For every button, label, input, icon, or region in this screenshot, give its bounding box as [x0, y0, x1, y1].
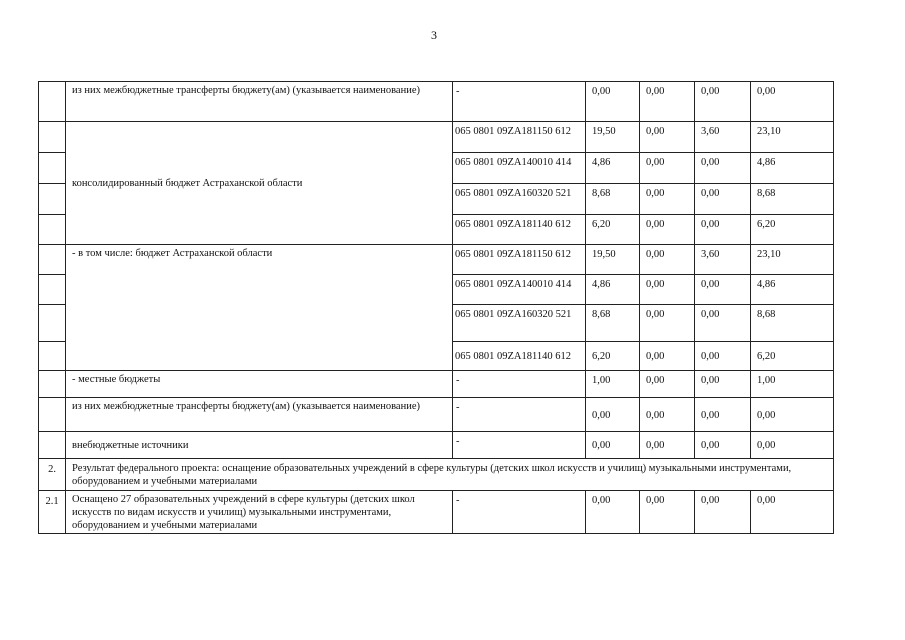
kbk-code: -	[456, 436, 460, 447]
table-row	[39, 122, 834, 153]
budget-table	[38, 81, 834, 534]
value-cell: 6,20	[592, 350, 611, 362]
value-cell: 0,00	[592, 495, 611, 506]
value-cell: 3,60	[701, 249, 720, 260]
table-row	[39, 491, 834, 534]
page-number: 3	[431, 28, 437, 42]
kbk-code: 065 0801 09ZA140010 414	[455, 157, 572, 168]
value-cell: 3,60	[701, 126, 720, 137]
kbk-code: -	[456, 495, 460, 506]
row-name: Оснащено 27 образовательных учреждений в сфере культуры (детских школ искусств по видам искусств и училищ) музыкальными инструментами, оборудованием и учебными материалами	[72, 494, 415, 531]
value-cell: 0,00	[646, 157, 665, 168]
row-number	[39, 398, 65, 402]
value-cell: 0,00	[646, 279, 665, 290]
value-cell: 4,86	[757, 279, 776, 290]
value-cell: 0,00	[757, 439, 776, 451]
value-cell: 0,00	[592, 410, 611, 421]
table-row	[39, 371, 834, 398]
row-number	[39, 215, 65, 219]
value-cell: 4,86	[757, 157, 776, 168]
value-cell: 0,00	[757, 410, 776, 421]
value-cell: 0,00	[701, 375, 720, 386]
kbk-code: 065 0801 09ZA181140 612	[455, 350, 571, 362]
kbk-code: 065 0801 09ZA181140 612	[455, 219, 571, 230]
row-number	[39, 432, 65, 436]
value-cell: 6,20	[757, 350, 776, 362]
row-number	[39, 122, 65, 126]
value-cell: 0,00	[701, 410, 720, 421]
value-cell: 0,00	[592, 439, 611, 451]
row-number	[39, 275, 65, 279]
value-cell: 6,20	[592, 219, 611, 230]
value-cell: 0,00	[701, 86, 720, 97]
table-row	[39, 245, 834, 275]
table-row	[39, 459, 834, 491]
value-cell: 0,00	[592, 86, 611, 97]
row-name: Результат федерального проекта: оснащение образовательных учреждений в сфере культуры (детских школ искусств и училищ) музыкальными инструментами, оборудованием и учебными материалами	[72, 463, 792, 487]
value-cell: 1,00	[592, 375, 611, 386]
value-cell: 0,00	[646, 410, 665, 421]
kbk-code: 065 0801 09ZA160320 521	[455, 188, 572, 199]
row-number	[39, 245, 65, 249]
row-number	[39, 82, 65, 86]
value-cell: 8,68	[592, 188, 611, 199]
value-cell: 19,50	[592, 126, 616, 137]
row-name: из них межбюджетные трансферты бюджету(ам) (указывается наименование)	[72, 85, 420, 96]
value-cell: 0,00	[701, 309, 720, 320]
value-cell: 0,00	[646, 350, 665, 362]
value-cell: 0,00	[701, 188, 720, 199]
row-number	[39, 371, 65, 375]
value-cell: 0,00	[701, 439, 720, 451]
row-number: 2.	[48, 464, 56, 475]
row-name: - в том числе: бюджет Астраханской области	[72, 248, 273, 259]
value-cell: 8,68	[757, 188, 776, 199]
value-cell: 0,00	[757, 86, 776, 97]
value-cell: 0,00	[646, 495, 665, 506]
table-row	[39, 432, 834, 459]
table-row	[39, 398, 834, 432]
value-cell: 0,00	[701, 350, 720, 362]
value-cell: 1,00	[757, 375, 776, 386]
value-cell: 0,00	[701, 157, 720, 168]
kbk-code: 065 0801 09ZA140010 414	[455, 279, 572, 290]
kbk-code: 065 0801 09ZA181150 612	[455, 126, 571, 137]
row-name: консолидированный бюджет Астраханской области	[72, 177, 303, 189]
table-row	[39, 82, 834, 122]
value-cell: 0,00	[701, 495, 720, 506]
value-cell: 0,00	[646, 188, 665, 199]
row-name: из них межбюджетные трансферты бюджету(ам) (указывается наименование)	[72, 401, 420, 412]
value-cell: 8,68	[592, 309, 611, 320]
value-cell: 4,86	[592, 279, 611, 290]
row-number	[39, 153, 65, 157]
value-cell: 23,10	[757, 126, 781, 137]
value-cell: 0,00	[646, 375, 665, 386]
row-name: внебюджетные источники	[72, 439, 189, 451]
kbk-code: -	[456, 402, 460, 413]
row-number	[39, 342, 65, 346]
value-cell: 0,00	[646, 219, 665, 230]
value-cell: 0,00	[646, 86, 665, 97]
value-cell: 4,86	[592, 157, 611, 168]
row-name: - местные бюджеты	[72, 374, 161, 385]
kbk-code: 065 0801 09ZA160320 521	[455, 309, 572, 320]
value-cell: 0,00	[646, 309, 665, 320]
value-cell: 0,00	[646, 249, 665, 260]
value-cell: 6,20	[757, 219, 776, 230]
value-cell: 8,68	[757, 309, 776, 320]
value-cell: 19,50	[592, 249, 616, 260]
value-cell: 0,00	[757, 495, 776, 506]
value-cell: 0,00	[701, 279, 720, 290]
value-cell: 0,00	[646, 439, 665, 451]
value-cell: 0,00	[646, 126, 665, 137]
kbk-code: 065 0801 09ZA181150 612	[455, 249, 571, 260]
value-cell: 23,10	[757, 249, 781, 260]
value-cell: 0,00	[701, 219, 720, 230]
row-number: 2.1	[45, 496, 59, 507]
kbk-code: -	[456, 86, 460, 97]
row-number	[39, 305, 65, 309]
kbk-code: -	[456, 375, 460, 386]
row-number	[39, 184, 65, 188]
